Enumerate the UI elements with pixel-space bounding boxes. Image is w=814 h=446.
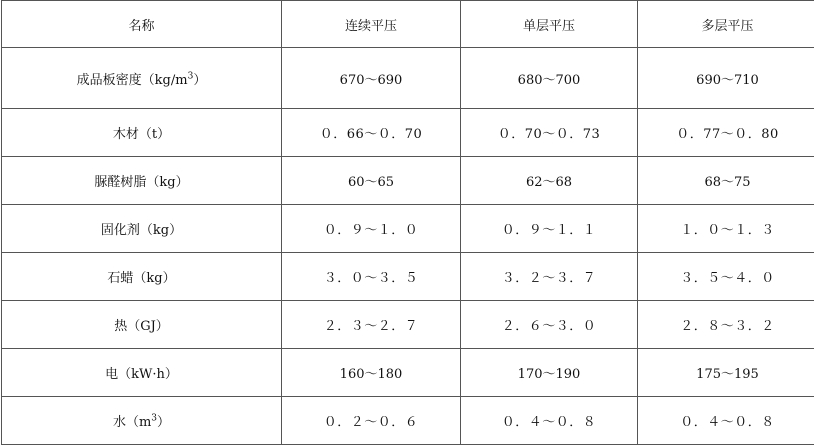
table-cell: 170～190 [461, 349, 638, 397]
table-row [2, 349, 814, 397]
row-label: 石蜡（kg） [2, 253, 282, 301]
table-cell: 690～710 [638, 48, 814, 109]
table-cell: ２．６～３．０ [461, 301, 638, 349]
table-cell: ０．４～０．８ [638, 397, 814, 445]
consumption-table [1, 0, 814, 445]
row-label: 成品板密度$(kg/m^3)$ [2, 48, 282, 109]
table-row [2, 397, 814, 445]
table-cell: ３．０～３．５ [282, 253, 461, 301]
header-single-layer-press: 单层平压 [461, 1, 638, 48]
row-label: 脲醛树脂（kg） [2, 157, 282, 205]
row-label: 固化剂（kg） [2, 205, 282, 253]
table-cell: 175～195 [638, 349, 814, 397]
header-name: 名称 [2, 1, 282, 48]
table-cell: ２．８～３．２ [638, 301, 814, 349]
table-cell: 670～690 [282, 48, 461, 109]
table-cell: ０．２～０．６ [282, 397, 461, 445]
table-cell: 680～700 [461, 48, 638, 109]
table-cell: ３．５～４．０ [638, 253, 814, 301]
table-row [2, 48, 814, 109]
table-cell: 160～180 [282, 349, 461, 397]
table-cell: 68～75 [638, 157, 814, 205]
header-continuous-press: 连续平压 [282, 1, 461, 48]
table-cell: １．０～１．３ [638, 205, 814, 253]
table-row [2, 109, 814, 157]
table-row [2, 205, 814, 253]
table-cell: ２．３～２．７ [282, 301, 461, 349]
row-label: 热（GJ） [2, 301, 282, 349]
table-cell: ０．４～０．８ [461, 397, 638, 445]
table-cell: ０．９～１．０ [282, 205, 461, 253]
header-row [2, 1, 814, 48]
header-multi-layer-press: 多层平压 [638, 1, 814, 48]
table-cell: 60～65 [282, 157, 461, 205]
table-cell: ０．70～０．73 [461, 109, 638, 157]
row-label: 水$(m^3)$ [2, 397, 282, 445]
table-cell: ０．９～１．１ [461, 205, 638, 253]
row-label: 木材（t） [2, 109, 282, 157]
table-cell: ０．66～０．70 [282, 109, 461, 157]
table-cell: 62～68 [461, 157, 638, 205]
table-row [2, 157, 814, 205]
table-row [2, 301, 814, 349]
table-cell: ３．２～３．７ [461, 253, 638, 301]
table-row [2, 253, 814, 301]
table-cell: ０．77～０．80 [638, 109, 814, 157]
row-label: 电（kW·h） [2, 349, 282, 397]
